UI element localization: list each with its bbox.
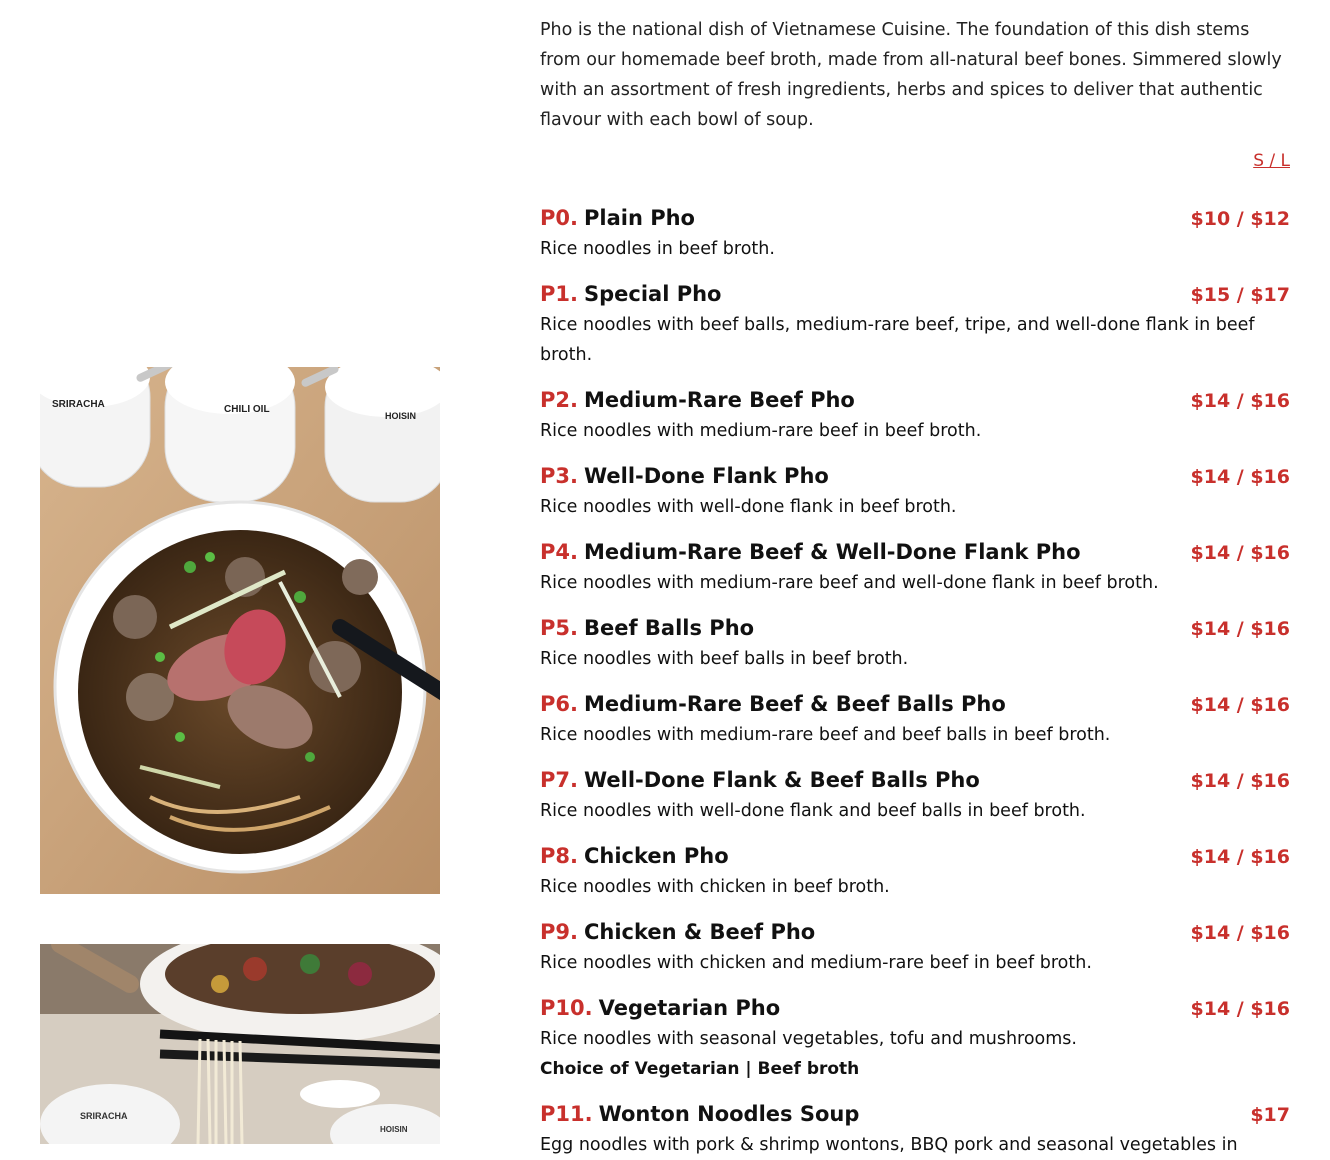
menu-item-title	[540, 385, 855, 415]
menu-item	[540, 993, 1290, 1084]
menu-item	[540, 203, 1290, 264]
pho-bowl-illustration	[40, 367, 440, 894]
menu-item-header	[540, 917, 1290, 948]
menu-item-price: $14 / $16	[1190, 770, 1290, 792]
menu-item-title	[540, 613, 754, 643]
menu-item-title	[540, 537, 1081, 567]
menu-item-price: $14 / $16	[1190, 694, 1290, 716]
menu-item-choice: Choice of Vegetarian | Beef broth	[540, 1059, 860, 1079]
menu-item-header	[540, 993, 1290, 1024]
menu-item-code: P5.	[540, 616, 578, 640]
menu-item-title	[540, 765, 980, 795]
menu-item	[540, 613, 1290, 674]
menu-item-description: Rice noodles with medium-rare beef in beef broth.	[540, 421, 982, 441]
menu-item	[540, 1099, 1290, 1160]
menu-item-code: P8.	[540, 844, 578, 868]
noodles-illustration	[40, 944, 440, 1144]
pho-menu	[540, 0, 1290, 1160]
menu-item-header	[540, 841, 1290, 872]
menu-item-name: Medium-Rare Beef & Well-Done Flank Pho	[583, 540, 1081, 564]
menu-item-code: P9.	[540, 920, 578, 944]
menu-item-description: Rice noodles with chicken and medium-rare beef in beef broth.	[540, 953, 1092, 973]
menu-item-header	[540, 461, 1290, 492]
menu-item-header	[540, 613, 1290, 644]
menu-item-price: $14 / $16	[1190, 390, 1290, 412]
jar-label-hoisin: HOISIN	[385, 411, 417, 421]
pho-bowl-photo	[40, 367, 440, 894]
size-header-link[interactable]: S / L	[1253, 151, 1290, 171]
menu-item-description: Egg noodles with pork & shrimp wontons, BBQ pork and seasonal vegetables in	[540, 1135, 1238, 1155]
jar-label-sriracha-2: SRIRACHA	[80, 1111, 128, 1121]
menu-item	[540, 841, 1290, 902]
menu-item-price: $14 / $16	[1190, 846, 1290, 868]
menu-item-header	[540, 385, 1290, 416]
menu-item-header	[540, 279, 1290, 310]
jar-label-chili-oil: CHILI OIL	[224, 404, 270, 415]
menu-item-price: $14 / $16	[1190, 542, 1290, 564]
menu-intro: Pho is the national dish of Vietnamese Cuisine. The foundation of this dish stems from our homemade beef broth, made from all-natural beef bones. Simmered slowly with an assortment of fresh ingredients, herbs and spices to deliver that authentic flavour with each bowl of soup.	[540, 20, 1282, 130]
menu-item-description: Rice noodles with well-done flank in beef broth.	[540, 497, 957, 517]
menu-item-code: P0.	[540, 206, 578, 230]
menu-item-code: P1.	[540, 282, 578, 306]
menu-item-description: Rice noodles with seasonal vegetables, tofu and mushrooms.	[540, 1029, 1077, 1049]
menu-item-price: $14 / $16	[1190, 922, 1290, 944]
menu-item-name: Chicken & Beef Pho	[583, 920, 816, 944]
menu-item-name: Beef Balls Pho	[583, 616, 755, 640]
menu-item-title	[540, 917, 815, 947]
menu-item-name: Medium-Rare Beef & Beef Balls Pho	[583, 692, 1006, 716]
menu-item-name: Vegetarian Pho	[598, 996, 781, 1020]
menu-item-price: $15 / $17	[1190, 284, 1290, 306]
menu-item-name: Wonton Noodles Soup	[598, 1102, 860, 1126]
menu-item-description: Rice noodles with chicken in beef broth.	[540, 877, 890, 897]
menu-item-name: Special Pho	[583, 282, 722, 306]
jar-label-sriracha: SRIRACHA	[52, 399, 105, 410]
menu-item-code: P2.	[540, 388, 578, 412]
menu-item-code: P11.	[540, 1102, 593, 1126]
menu-item-code: P4.	[540, 540, 578, 564]
menu-item-price: $10 / $12	[1190, 208, 1290, 230]
size-header	[540, 149, 1290, 173]
menu-item-name: Medium-Rare Beef Pho	[583, 388, 855, 412]
menu-item-name: Plain Pho	[583, 206, 695, 230]
menu-item-description: Rice noodles with well-done flank and beef balls in beef broth.	[540, 801, 1086, 821]
menu-item	[540, 537, 1290, 598]
menu-item-price: $14 / $16	[1190, 466, 1290, 488]
menu-item-description: Rice noodles with medium-rare beef and well-done flank in beef broth.	[540, 573, 1159, 593]
menu-item	[540, 385, 1290, 446]
menu-item-title	[540, 279, 721, 309]
menu-item	[540, 279, 1290, 370]
menu-item	[540, 689, 1290, 750]
menu-item-header	[540, 203, 1290, 234]
menu-item-header	[540, 537, 1290, 568]
sauce-jars	[40, 367, 440, 502]
menu-item-code: P7.	[540, 768, 578, 792]
menu-item-title	[540, 461, 829, 491]
menu-items	[540, 203, 1290, 1160]
menu-item	[540, 765, 1290, 826]
menu-item-title	[540, 689, 1006, 719]
menu-item-name: Well-Done Flank & Beef Balls Pho	[583, 768, 980, 792]
menu-item-title	[540, 203, 695, 233]
menu-item-code: P6.	[540, 692, 578, 716]
menu-item-description: Rice noodles with beef balls in beef broth.	[540, 649, 909, 669]
menu-item-description: Rice noodles with beef balls, medium-rare beef, tripe, and well-done flank in beef broth.	[540, 315, 1255, 365]
noodles-chopsticks-photo	[40, 944, 440, 1144]
menu-item-description: Rice noodles in beef broth.	[540, 239, 775, 259]
menu-item-name: Chicken Pho	[583, 844, 729, 868]
menu-item-name: Well-Done Flank Pho	[583, 464, 829, 488]
menu-item-title	[540, 841, 729, 871]
menu-item-price: $17	[1250, 1104, 1290, 1126]
menu-item-code: P10.	[540, 996, 593, 1020]
menu-item-price: $14 / $16	[1190, 618, 1290, 640]
menu-item	[540, 917, 1290, 978]
menu-item-header	[540, 1099, 1290, 1130]
menu-item	[540, 461, 1290, 522]
menu-item-code: P3.	[540, 464, 578, 488]
menu-item-description: Rice noodles with medium-rare beef and beef balls in beef broth.	[540, 725, 1111, 745]
menu-item-header	[540, 689, 1290, 720]
jar-label-hoisin-2: HOISIN	[380, 1125, 408, 1134]
menu-item-title	[540, 993, 780, 1023]
menu-item-title	[540, 1099, 859, 1129]
menu-item-price: $14 / $16	[1190, 998, 1290, 1020]
menu-item-header	[540, 765, 1290, 796]
